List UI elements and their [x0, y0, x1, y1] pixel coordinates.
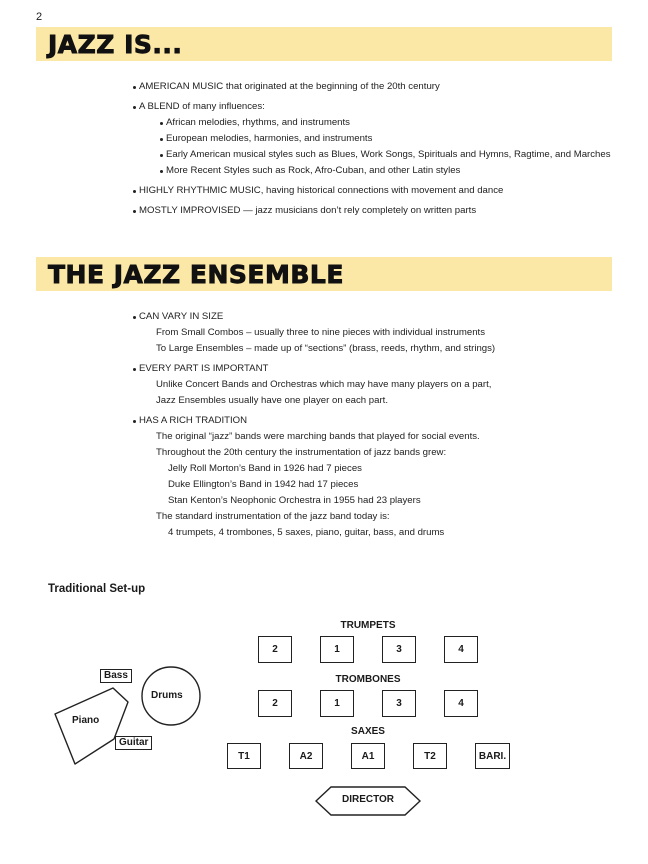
list-subitem: 4 trumpets, 4 trombones, 5 saxes, piano, guitar, bass, and drums — [168, 527, 445, 538]
jazz-ensemble-title: THE JAZZ ENSEMBLE — [48, 260, 344, 289]
list-subitem: From Small Combos – usually three to nine pieces with individual instruments — [156, 327, 485, 338]
page-number: 2 — [36, 11, 43, 23]
trumpet-seat-4: 4 — [444, 636, 478, 663]
list-item: EVERY PART IS IMPORTANT — [139, 361, 495, 377]
list-item: MOSTLY IMPROVISED — jazz musicians don’t rely completely on written parts — [139, 203, 611, 219]
list-subitem: The standard instrumentation of the jazz band today is: — [156, 511, 390, 522]
trombones-label: TROMBONES — [335, 674, 401, 685]
sax-seat-t1: T1 — [227, 743, 261, 769]
trumpet-seat-3: 3 — [382, 636, 416, 663]
sax-seat-t2: T2 — [413, 743, 447, 769]
list-item: AMERICAN MUSIC that originated at the beginning of the 20th century — [139, 79, 611, 95]
list-item: A BLEND of many influences: — [139, 99, 611, 115]
trombone-seat-3: 3 — [382, 690, 416, 717]
list-subitem: Jazz Ensembles usually have one player on each part. — [156, 395, 388, 406]
sax-seat-a2: A2 — [289, 743, 323, 769]
list-subitem: Stan Kenton’s Neophonic Orchestra in 1955 had 23 players — [168, 495, 421, 506]
list-subitem: To Large Ensembles – made up of “sections” (brass, reeds, rhythm, and strings) — [156, 343, 496, 354]
setup-title: Traditional Set-up — [48, 583, 146, 595]
drums-label: Drums — [151, 690, 183, 701]
trumpet-seat-2: 2 — [258, 636, 292, 663]
list-subitem: Duke Ellington’s Band in 1942 had 17 pieces — [168, 479, 359, 490]
list-subitem: Throughout the 20th century the instrumentation of jazz bands grew: — [156, 447, 447, 458]
sax-seat-bari: BARI. — [475, 743, 510, 769]
guitar-label: Guitar — [115, 736, 152, 750]
jazz-is-title: JAZZ IS... — [48, 30, 183, 59]
list-item: Early American musical styles such as Blues, Work Songs, Spirituals and Hymns, Ragtime, and Marches — [166, 147, 611, 163]
trombone-seat-2: 2 — [258, 690, 292, 717]
list-item: CAN VARY IN SIZE — [139, 309, 495, 325]
saxes-label: SAXES — [351, 726, 385, 737]
bass-label: Bass — [100, 669, 132, 683]
trombone-seat-4: 4 — [444, 690, 478, 717]
trombone-seat-1: 1 — [320, 690, 354, 717]
list-subitem: Jelly Roll Morton’s Band in 1926 had 7 pieces — [168, 463, 362, 474]
trumpet-seat-1: 1 — [320, 636, 354, 663]
list-item: European melodies, harmonies, and instruments — [166, 131, 611, 147]
sax-seat-a1: A1 — [351, 743, 385, 769]
piano-shape — [55, 688, 128, 764]
trumpets-label: TRUMPETS — [340, 620, 396, 631]
list-subitem: Unlike Concert Bands and Orchestras which may have many players on a part, — [156, 379, 492, 390]
list-item: More Recent Styles such as Rock, Afro-Cuban, and other Latin styles — [166, 163, 611, 179]
list-item: HAS A RICH TRADITION — [139, 413, 495, 429]
director-label: DIRECTOR — [341, 794, 395, 805]
piano-label: Piano — [72, 715, 100, 726]
list-item: African melodies, rhythms, and instruments — [166, 115, 611, 131]
list-item: HIGHLY RHYTHMIC MUSIC, having historical connections with movement and dance — [139, 183, 611, 199]
list-subitem: The original “jazz” bands were marching bands that played for social events. — [156, 431, 480, 442]
